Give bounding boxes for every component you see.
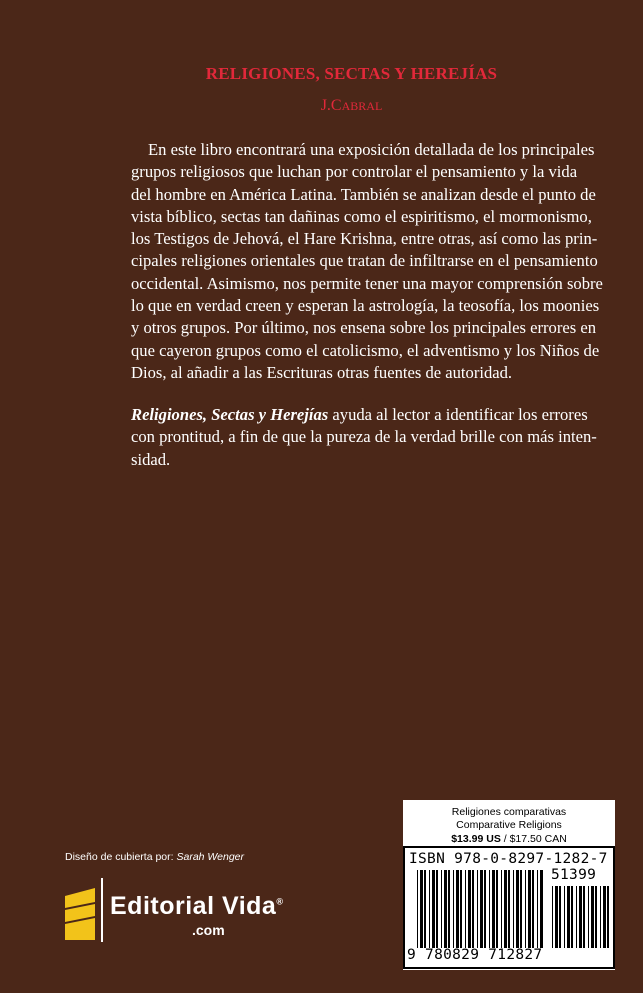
publisher-name <box>110 892 283 921</box>
barcode-bar <box>424 870 426 948</box>
barcode-bar <box>571 886 573 948</box>
paragraph-line: vista bíblico, sectas tan dañinas como el espiritismo, el mormonismo, <box>131 206 592 226</box>
designer-label: Diseño de cubierta por: <box>65 851 177 863</box>
barcode-bar <box>528 870 531 948</box>
barcode-bar <box>465 870 466 948</box>
barcode-bar <box>583 886 585 948</box>
isbn-barcode <box>403 846 615 969</box>
barcode-bar <box>496 870 498 948</box>
paragraph-line: que cayeron grupos como el catolicismo, el adventismo y los Niños de <box>131 340 600 360</box>
description-paragraph <box>131 139 603 384</box>
price-can: / $17.50 CAN <box>500 833 567 845</box>
paragraph-line: Dios, al añadir a las Escrituras otras fuentes de autoridad. <box>131 362 513 382</box>
barcode-bar <box>456 870 459 948</box>
barcode-bar <box>420 870 423 948</box>
barcode-bar <box>468 870 471 948</box>
isbn-number: ISBN 978-0-8297-1282-7 <box>409 851 608 867</box>
ean-digits: 9 780829 712827 <box>407 947 543 963</box>
book-title-italic: Religiones, Sectas y Herejías <box>131 405 329 424</box>
category-english: Comparative Religions <box>456 819 562 831</box>
paragraph-line: con prontitud, a fin de que la pureza de la verdad brille con más inten- <box>131 427 597 447</box>
book-title: RELIGIONES, SECTAS Y HEREJÍAS <box>205 64 498 83</box>
barcode-bar <box>591 886 594 948</box>
barcode-bar <box>559 886 561 948</box>
barcode-bar <box>472 870 474 948</box>
cover-designer-credit <box>65 851 244 863</box>
price-label <box>403 833 615 845</box>
barcode-bar <box>607 886 609 948</box>
barcode-bar <box>564 886 565 948</box>
barcode-bar <box>444 870 447 948</box>
paragraph-line: cipales religiones orientales que tratan de infiltrarse en el pensamiento <box>131 251 598 271</box>
barcode-bar <box>552 886 553 948</box>
designer-name: Sarah Wenger <box>176 851 244 863</box>
barcode-bar <box>537 870 538 948</box>
barcode-bar <box>436 870 438 948</box>
publisher-name-brand: Vida <box>221 892 277 920</box>
barcode-bar <box>429 870 430 948</box>
paragraph-line: lo que en verdad creen y esperan la astrología, la teosofía, los moonies <box>131 296 600 316</box>
barcode-bar <box>532 870 534 948</box>
barcode-bar <box>441 870 442 948</box>
category-spanish: Religiones comparativas <box>451 806 567 818</box>
barcode-bar <box>508 870 510 948</box>
barcode-bar <box>525 870 526 948</box>
barcode-bar <box>520 870 522 948</box>
barcode-bar <box>477 870 478 948</box>
paragraph-line: sidad. <box>131 449 171 469</box>
author-rest: ABRAL <box>341 99 383 113</box>
barcode-bar <box>595 886 597 948</box>
barcode-bar <box>448 870 450 948</box>
barcode-bar <box>484 870 486 948</box>
publisher-logo <box>65 878 295 942</box>
publisher-name-prefix: Editorial <box>110 892 222 920</box>
barcode-bar <box>432 870 435 948</box>
publisher-domain: .com <box>192 922 225 938</box>
barcode-bar <box>579 886 582 948</box>
barcode-bar <box>516 870 519 948</box>
barcode-bar <box>567 886 570 948</box>
paragraph-line-rest: ayuda al lector a identificar los errores <box>328 405 588 424</box>
barcode-bar <box>489 870 490 948</box>
price-code: 51399 <box>551 867 597 883</box>
barcode-bar <box>588 886 589 948</box>
barcode-bar <box>600 886 601 948</box>
paragraph-line: los Testigos de Jehová, el Hare Krishna, entre otras, así como las prin- <box>131 229 598 249</box>
barcode-bar <box>480 870 483 948</box>
paragraph-line: del hombre en América Latina. También se analizan desde el punto de <box>131 184 596 204</box>
publisher-mark-icon <box>65 888 95 940</box>
summary-paragraph <box>131 404 597 471</box>
paragraph-line <box>131 404 588 426</box>
price-us: $13.99 US <box>451 833 501 845</box>
paragraph-line: grupos religiosos que luchan por controlar el pensamiento y la vida <box>131 162 578 182</box>
barcode-bar <box>492 870 495 948</box>
barcode-bar <box>417 870 418 948</box>
barcode-bar <box>603 886 606 948</box>
barcode-bar <box>460 870 462 948</box>
ean-barcode-bars <box>417 870 545 948</box>
barcode-bar <box>513 870 514 948</box>
barcode-panel <box>403 800 615 970</box>
author-initial: J.C <box>320 97 342 114</box>
barcode-bar <box>453 870 454 948</box>
barcode-bar <box>576 886 577 948</box>
registered-mark: ® <box>276 896 284 907</box>
paragraph-line: occidental. Asimismo, nos permite tener una mayor comprensión sobre <box>131 273 603 293</box>
author-name <box>0 97 643 115</box>
barcode-bar <box>501 870 502 948</box>
paragraph-line: En este libro encontrará una exposición detallada de los principales <box>148 140 595 159</box>
barcode-bar <box>504 870 507 948</box>
addon-barcode-bars <box>552 886 610 948</box>
barcode-bar <box>555 886 558 948</box>
logo-divider <box>101 878 103 942</box>
barcode-bar <box>540 870 543 948</box>
paragraph-line: y otros grupos. Por último, nos ensena sobre los principales errores en <box>131 318 596 338</box>
